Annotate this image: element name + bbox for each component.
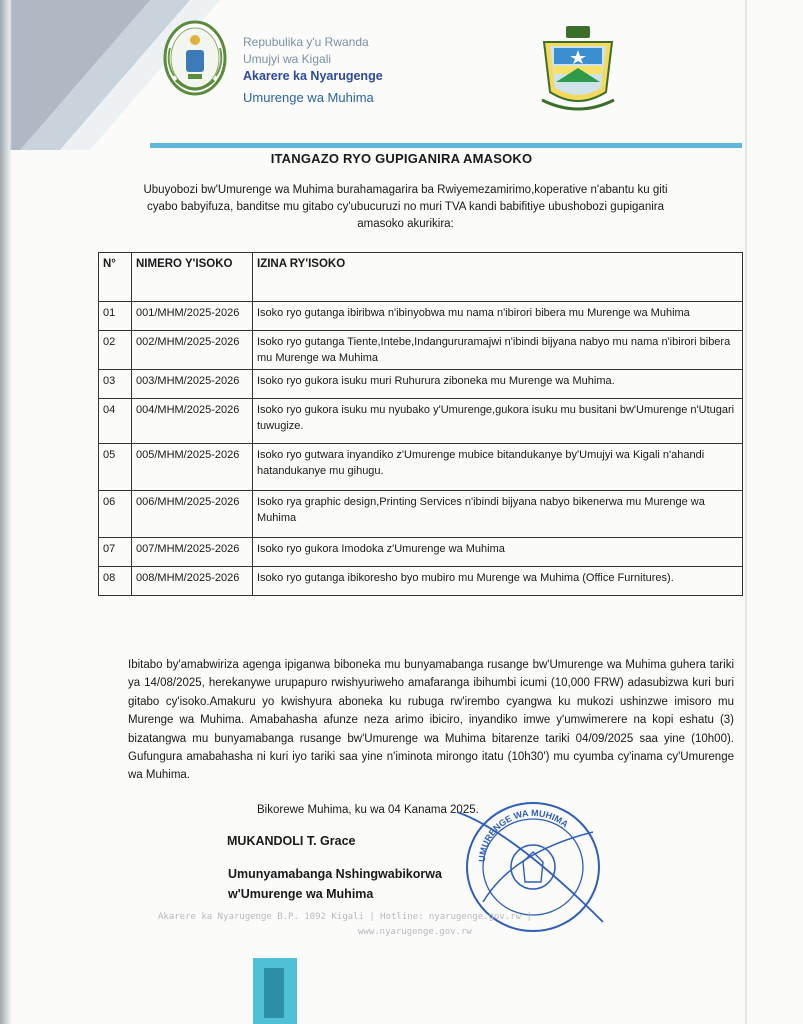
table-row (99, 444, 743, 491)
table-row (99, 491, 743, 538)
row-reference: 006/MHM/2025-2026 (132, 491, 253, 538)
date-line: Bikorewe Muhima, ku wa 04 Kanama 2025. (257, 804, 479, 816)
footer-address: Akarere ka Nyarugenge B.P. 1092 Kigali | Hotline: nyarugenge.gov.rw | (158, 912, 532, 922)
document-title: ITANGAZO RYO GUPIGANIRA AMASOKO (270, 151, 533, 166)
letterhead (0, 0, 803, 150)
col-header-number: N° (99, 253, 132, 302)
tape-mark (264, 968, 284, 1018)
sector-emblem-icon (536, 22, 620, 112)
row-number: 06 (99, 491, 132, 538)
row-reference: 003/MHM/2025-2026 (132, 370, 253, 399)
header-divider (150, 143, 742, 148)
row-reference: 002/MHM/2025-2026 (132, 331, 253, 370)
sector-name: Umurenge wa Muhima (243, 90, 374, 105)
signer-name: MUKANDOLI T. Grace (227, 834, 356, 848)
signer-role (228, 864, 442, 904)
row-title: Isoko ryo gutanga Tiente,Intebe,Indangururamajwi n'ibindi bijyana nabyo mu nama n'ibirori bibera mu Murenge wa Muhima (253, 331, 743, 370)
row-title: Isoko ryo gutanga ibikoresho byo mubiro mu Murenge wa Muhima (Office Furnitures). (253, 567, 743, 596)
row-title: Isoko ryo gutwara inyandiko z'Umurenge mubice bitandukanye by'Umujyi wa Kigali n'ahandi hatandukanye mu gihugu. (253, 444, 743, 491)
row-title: Isoko ryo gukora isuku mu nyubako y'Umurenge,gukora isuku mu busitani bw'Umurenge n'Utugari tuwugize. (253, 399, 743, 444)
table-row (99, 399, 743, 444)
footer (158, 910, 708, 940)
row-number: 01 (99, 302, 132, 331)
footer-website: www.nyarugenge.gov.rw (358, 927, 472, 937)
row-title: Isoko ryo gukora Imodoka z'Umurenge wa Muhima (253, 538, 743, 567)
tape-strip (253, 958, 297, 1024)
table-row (99, 567, 743, 596)
row-reference: 007/MHM/2025-2026 (132, 538, 253, 567)
city-name: Umujyi wa Kigali (243, 52, 332, 66)
row-reference: 004/MHM/2025-2026 (132, 399, 253, 444)
row-number: 02 (99, 331, 132, 370)
stamp-text: UMURENGE WA MUHIMA (476, 807, 571, 863)
row-number: 08 (99, 567, 132, 596)
svg-text:UMURENGE WA MUHIMA (477, 808, 571, 862)
col-header-reference: NIMERO Y'ISOKO (132, 253, 253, 302)
row-number: 07 (99, 538, 132, 567)
district-name: Akarere ka Nyarugenge (243, 69, 383, 83)
country-name: Repubulika y'u Rwanda (243, 35, 369, 49)
letterhead-text (243, 34, 383, 106)
signer-role-line1: Umunyamabanga Nshingwabikorwa (228, 867, 442, 881)
row-number: 03 (99, 370, 132, 399)
row-title: Isoko rya graphic design,Printing Services n'ibindi bijyana nabyo bikenerwa mu Murenge wa Muhima (253, 491, 743, 538)
tender-table (98, 252, 743, 596)
row-reference: 008/MHM/2025-2026 (132, 567, 253, 596)
instructions-paragraph: Ibitabo by'amabwiriza agenga ipiganwa biboneka mu bunyamabanga rusange bw'Umurenge wa Muhima guhera tariki ya 14/08/2025, herekanywe urupapuro rwishyuriweho amafaranga ibihumbi icumi (10,000 FRW) adasubizwa kuri buri gitabo cy'isoko.Amakuru yo kwishyura aboneka ku rubuga rw'irembo cyangwa ku mukozi ushinzwe imisoro mu Murenge wa Muhima. Amabahasha afunze neza arimo ibiciro, inyandiko imwe y'umwimerere na kopi eshatu (3) bizatangwa mu bunyamabanga rusange bw'Umurenge wa Muhima bitarenze tariki 04/09/2025 saa yine (10h00). Gufungura amabahasha ni kuri iyo tariki saa yine n'iminota mirongo itatu (10h30') mu cyumba cy'inama cy'Umurenge wa Muhima. (128, 659, 734, 782)
row-title: Isoko ryo gukora isuku muri Ruhurura ziboneka mu Murenge wa Muhima. (253, 370, 743, 399)
row-title: Isoko ryo gutanga ibiribwa n'ibinyobwa mu nama n'ibirori bibera mu Murenge wa Muhima (253, 302, 743, 331)
row-number: 04 (99, 399, 132, 444)
row-number: 05 (99, 444, 132, 491)
signer-role-line2: w'Umurenge wa Muhima (228, 887, 374, 901)
intro-paragraph: Ubuyobozi bw'Umurenge wa Muhima burahamagarira ba Rwiyemezamirimo,koperative n'abantu ku giti cyabo babyifuza, banditse mu gitabo cy'ubucuruzi no muri TVA kandi babifitiye ubushobozi gupiganira amasoko akurikira: (143, 184, 668, 230)
table-header-row (99, 253, 743, 302)
table-row (99, 370, 743, 399)
row-reference: 001/MHM/2025-2026 (132, 302, 253, 331)
col-header-title: IZINA RY'ISOKO (253, 253, 743, 302)
table-row (99, 538, 743, 567)
row-reference: 005/MHM/2025-2026 (132, 444, 253, 491)
table-row (99, 302, 743, 331)
district-emblem-icon (162, 18, 228, 104)
table-row (99, 331, 743, 370)
